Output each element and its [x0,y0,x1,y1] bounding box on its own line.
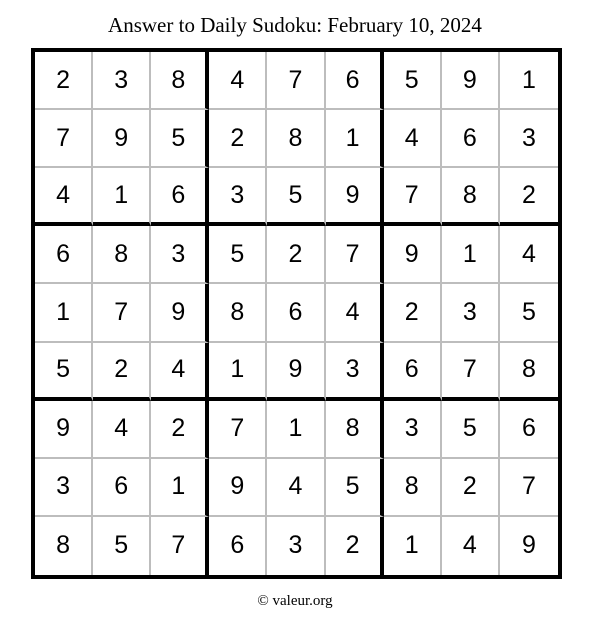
sudoku-cell-r8-c9[interactable]: 7 [500,459,558,517]
sudoku-cell-r3-c4[interactable]: 3 [209,168,267,226]
sudoku-cell-r9-c2[interactable]: 5 [93,517,151,575]
sudoku-cell-r4-c6[interactable]: 7 [326,226,384,284]
sudoku-cell-r8-c5[interactable]: 4 [267,459,325,517]
sudoku-cell-r4-c3[interactable]: 3 [151,226,209,284]
sudoku-cell-r2-c3[interactable]: 5 [151,110,209,168]
copyright-footer: © valeur.org [257,593,333,609]
sudoku-cell-r7-c9[interactable]: 6 [500,401,558,459]
sudoku-cell-r5-c4[interactable]: 8 [209,284,267,342]
sudoku-cell-r6-c9[interactable]: 8 [500,343,558,401]
sudoku-cell-r5-c1[interactable]: 1 [35,284,93,342]
sudoku-cell-r3-c1[interactable]: 4 [35,168,93,226]
sudoku-cell-r1-c5[interactable]: 7 [267,52,325,110]
sudoku-cell-r5-c6[interactable]: 4 [326,284,384,342]
sudoku-cell-r4-c4[interactable]: 5 [209,226,267,284]
sudoku-cell-r6-c2[interactable]: 2 [93,343,151,401]
sudoku-cell-r5-c2[interactable]: 7 [93,284,151,342]
sudoku-cell-r9-c8[interactable]: 4 [442,517,500,575]
page-title: Answer to Daily Sudoku: February 10, 2024 [108,13,482,37]
sudoku-cell-r4-c9[interactable]: 4 [500,226,558,284]
sudoku-cell-r7-c3[interactable]: 2 [151,401,209,459]
sudoku-cell-r1-c2[interactable]: 3 [93,52,151,110]
sudoku-grid [31,48,562,579]
sudoku-cell-r1-c1[interactable]: 2 [35,52,93,110]
sudoku-cell-r1-c8[interactable]: 9 [442,52,500,110]
sudoku-cell-r8-c4[interactable]: 9 [209,459,267,517]
sudoku-cell-r3-c8[interactable]: 8 [442,168,500,226]
sudoku-cell-r2-c5[interactable]: 8 [267,110,325,168]
sudoku-cell-r1-c6[interactable]: 6 [326,52,384,110]
sudoku-cell-r2-c8[interactable]: 6 [442,110,500,168]
sudoku-cell-r5-c8[interactable]: 3 [442,284,500,342]
sudoku-cell-r1-c4[interactable]: 4 [209,52,267,110]
sudoku-cell-r1-c3[interactable]: 8 [151,52,209,110]
sudoku-cell-r6-c6[interactable]: 3 [326,343,384,401]
sudoku-cell-r8-c1[interactable]: 3 [35,459,93,517]
sudoku-cell-r8-c7[interactable]: 8 [384,459,442,517]
sudoku-cell-r8-c8[interactable]: 2 [442,459,500,517]
sudoku-cell-r8-c6[interactable]: 5 [326,459,384,517]
sudoku-cell-r9-c7[interactable]: 1 [384,517,442,575]
sudoku-cell-r1-c7[interactable]: 5 [384,52,442,110]
sudoku-cell-r1-c9[interactable]: 1 [500,52,558,110]
sudoku-cell-r5-c7[interactable]: 2 [384,284,442,342]
sudoku-cell-r3-c3[interactable]: 6 [151,168,209,226]
sudoku-cell-r6-c3[interactable]: 4 [151,343,209,401]
sudoku-cell-r7-c6[interactable]: 8 [326,401,384,459]
sudoku-cell-r5-c9[interactable]: 5 [500,284,558,342]
sudoku-cell-r4-c8[interactable]: 1 [442,226,500,284]
sudoku-cell-r7-c4[interactable]: 7 [209,401,267,459]
sudoku-cell-r7-c1[interactable]: 9 [35,401,93,459]
sudoku-cell-r6-c4[interactable]: 1 [209,343,267,401]
sudoku-cell-r7-c7[interactable]: 3 [384,401,442,459]
sudoku-cell-r4-c1[interactable]: 6 [35,226,93,284]
sudoku-cell-r8-c3[interactable]: 1 [151,459,209,517]
sudoku-cell-r2-c7[interactable]: 4 [384,110,442,168]
sudoku-cell-r6-c7[interactable]: 6 [384,343,442,401]
sudoku-cell-r2-c6[interactable]: 1 [326,110,384,168]
sudoku-cell-r6-c1[interactable]: 5 [35,343,93,401]
sudoku-cell-r8-c2[interactable]: 6 [93,459,151,517]
sudoku-cell-r2-c1[interactable]: 7 [35,110,93,168]
sudoku-cell-r6-c8[interactable]: 7 [442,343,500,401]
sudoku-cell-r9-c1[interactable]: 8 [35,517,93,575]
sudoku-cell-r9-c3[interactable]: 7 [151,517,209,575]
sudoku-cell-r5-c3[interactable]: 9 [151,284,209,342]
sudoku-cell-r3-c2[interactable]: 1 [93,168,151,226]
sudoku-cell-r4-c2[interactable]: 8 [93,226,151,284]
sudoku-cell-r4-c5[interactable]: 2 [267,226,325,284]
sudoku-cell-r7-c5[interactable]: 1 [267,401,325,459]
sudoku-cell-r9-c4[interactable]: 6 [209,517,267,575]
sudoku-cell-r6-c5[interactable]: 9 [267,343,325,401]
sudoku-cell-r7-c2[interactable]: 4 [93,401,151,459]
sudoku-cell-r3-c5[interactable]: 5 [267,168,325,226]
sudoku-cell-r2-c9[interactable]: 3 [500,110,558,168]
sudoku-cell-r9-c6[interactable]: 2 [326,517,384,575]
sudoku-cell-r3-c7[interactable]: 7 [384,168,442,226]
sudoku-cell-r2-c2[interactable]: 9 [93,110,151,168]
sudoku-cell-r4-c7[interactable]: 9 [384,226,442,284]
sudoku-cell-r3-c9[interactable]: 2 [500,168,558,226]
sudoku-cell-r3-c6[interactable]: 9 [326,168,384,226]
sudoku-cell-r9-c5[interactable]: 3 [267,517,325,575]
sudoku-cell-r7-c8[interactable]: 5 [442,401,500,459]
sudoku-cell-r9-c9[interactable]: 9 [521,531,536,560]
sudoku-cell-r2-c4[interactable]: 2 [209,110,267,168]
sudoku-cell-r5-c5[interactable]: 6 [267,284,325,342]
